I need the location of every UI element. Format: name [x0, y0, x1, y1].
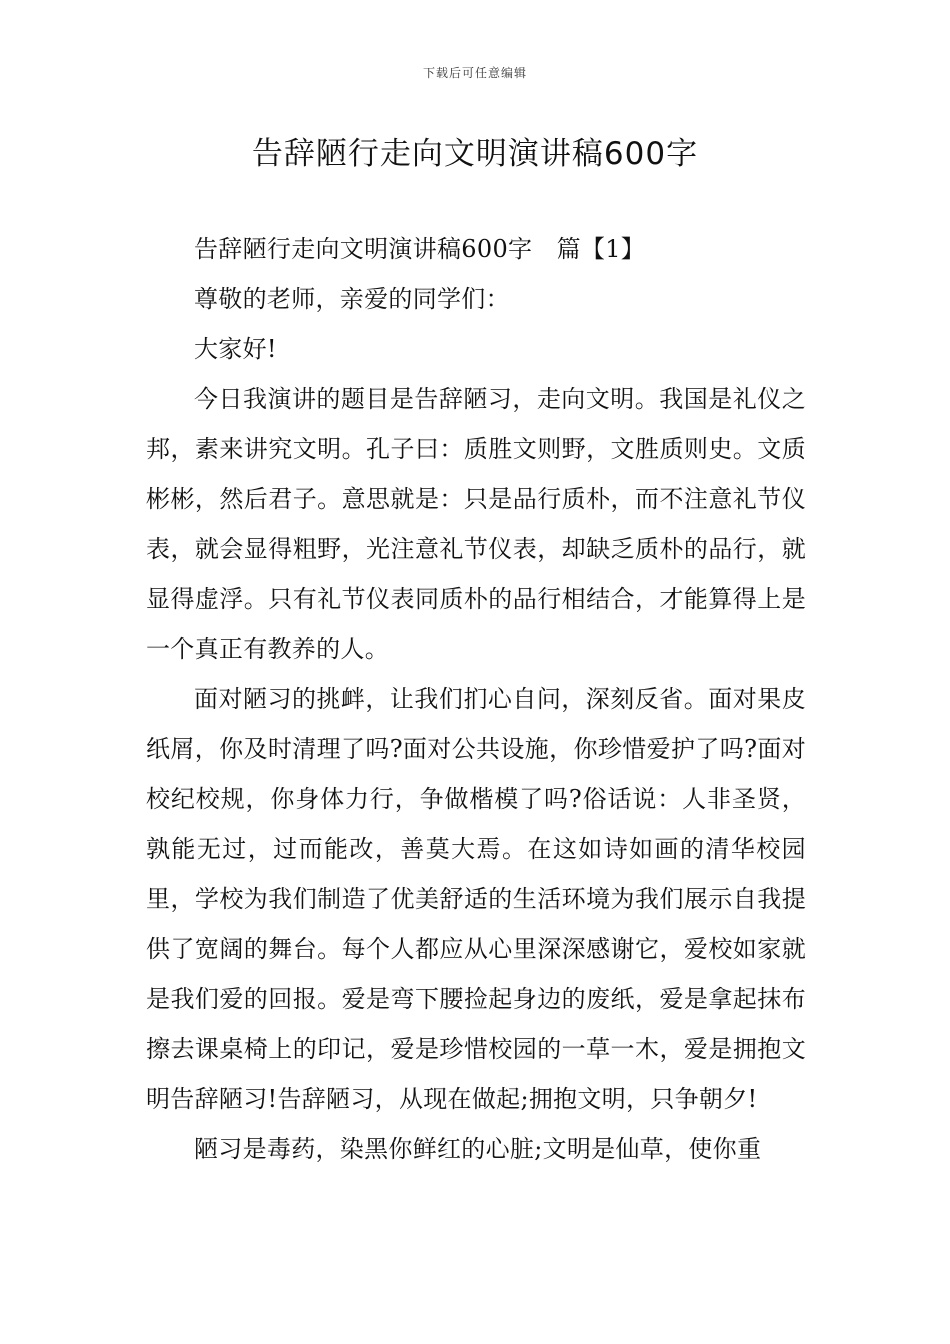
- header-note: 下载后可任意编辑: [422, 66, 527, 80]
- paragraph-conclusion: 陋习是毒药，染黑你鲜红的心脏;文明是仙草，使你重: [194, 1135, 762, 1163]
- paragraph-intro: 今日我演讲的题目是告辞陋习，走向文明。我国是礼仪之邦，素来讲究文明。孔子曰：质胜文则野，文胜质则史。文质彬彬，然后君子。意思就是：只是品行质朴，而不注意礼节仪表，就会显得粗野，光注意礼节仪表，却缺乏质朴的品行，就显得虚浮。只有礼节仪表同质朴的品行相结合，才能算得上是一个真正有教养的人。: [146, 385, 806, 663]
- paragraph-greeting: 大家好!: [194, 335, 277, 363]
- document-body: [146, 224, 806, 1174]
- document-title: 告辞陋行走向文明演讲稿600字: [251, 136, 699, 172]
- paragraph-section-heading: 告辞陋行走向文明演讲稿600字 篇【1】: [194, 235, 646, 263]
- paragraph-salutation: 尊敬的老师，亲爱的同学们：: [194, 285, 510, 313]
- paragraph-reflection: 面对陋习的挑衅，让我们扪心自问，深刻反省。面对果皮纸屑，你及时清理了吗?面对公共设施，你珍惜爱护了吗?面对校纪校规，你身体力行，争做楷模了吗?俗话说：人非圣贤，孰能无过，过而能改，善莫大焉。在这如诗如画的清华校园里，学校为我们制造了优美舒适的生活环境为我们展示自我提供了宽阔的舞台。每个人都应从心里深深感谢它，爱校如家就是我们爱的回报。爱是弯下腰捡起身边的废纸，爱是拿起抹布擦去课桌椅上的印记，爱是珍惜校园的一草一木，爱是拥抱文明告辞陋习!告辞陋习，从现在做起;拥抱文明，只争朝夕!: [146, 685, 806, 1113]
